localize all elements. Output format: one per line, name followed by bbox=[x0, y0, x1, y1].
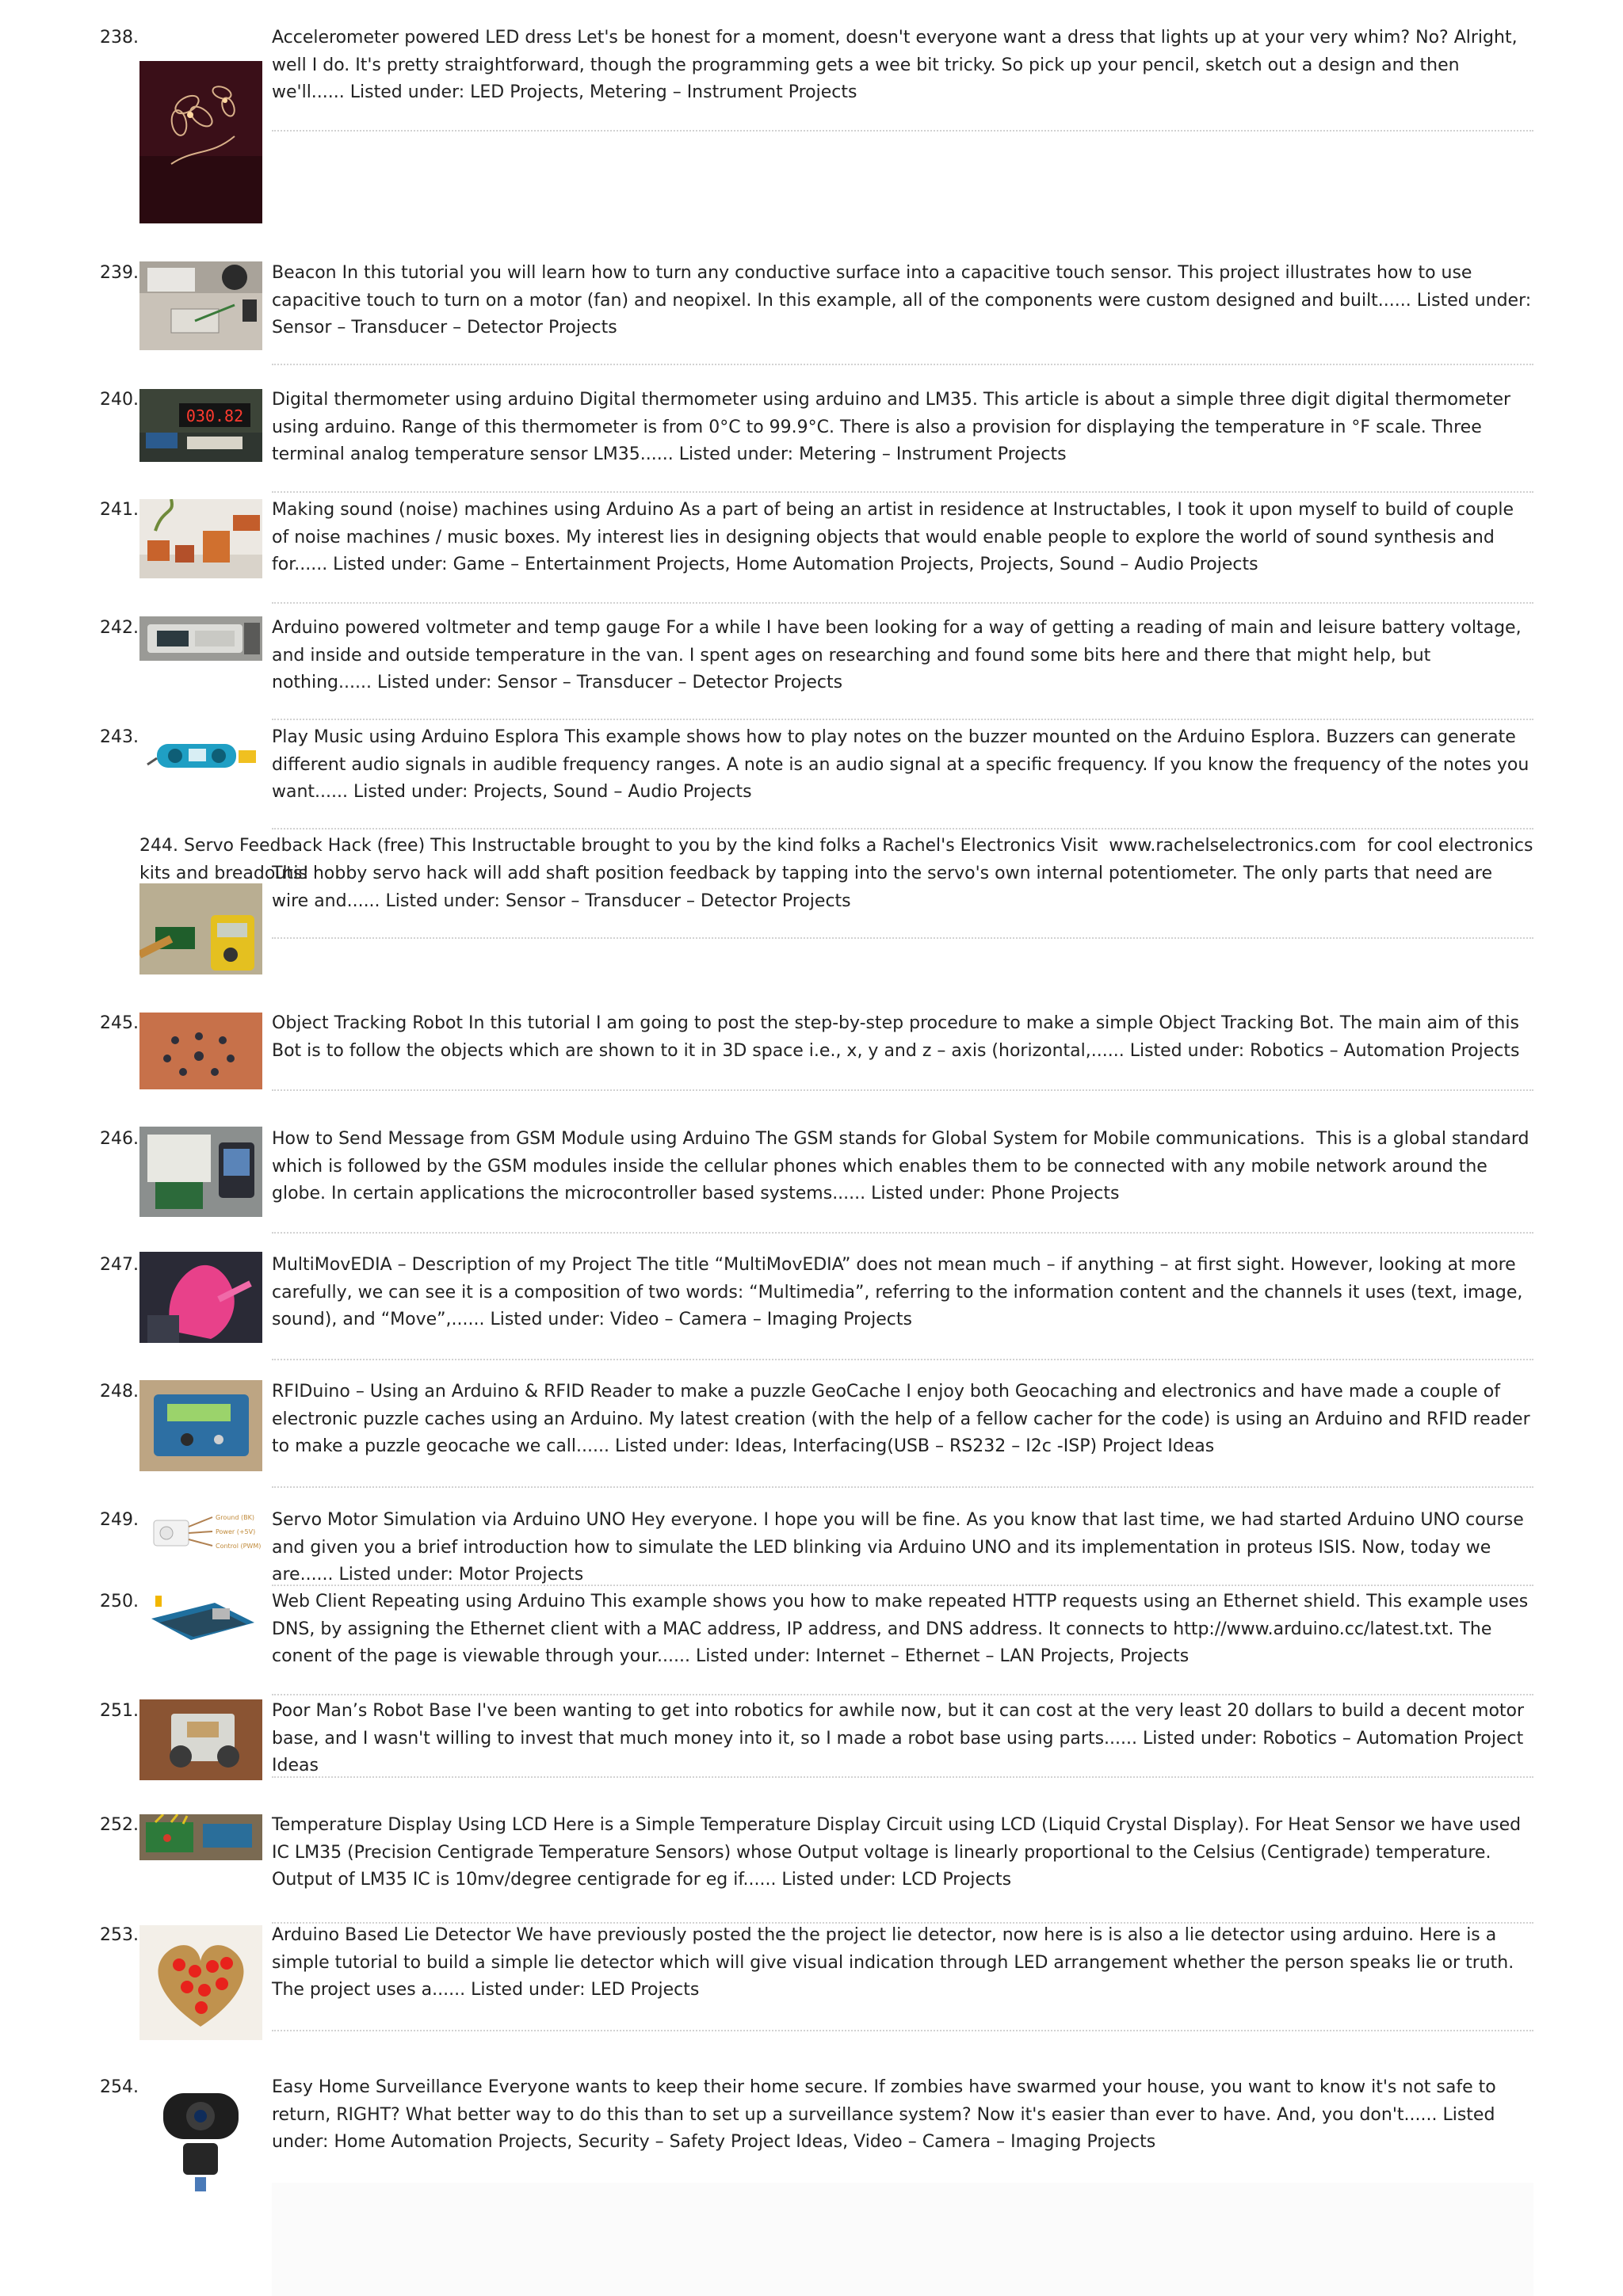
item-number: 250. bbox=[100, 1592, 139, 1611]
item-number: 253. bbox=[100, 1925, 139, 1945]
wire-label: Ground (BK) bbox=[216, 1514, 254, 1521]
separator bbox=[272, 1232, 1533, 1234]
item-number: 249. bbox=[100, 1510, 139, 1530]
item-number: 252. bbox=[100, 1815, 139, 1835]
thumbnail[interactable] bbox=[139, 389, 262, 462]
item-description: Easy Home Surveillance Everyone wants to keep their home secure. If zombies have swarmed your house, you want to know it's not safe to return, RIGHT? What better way to do this than to set up a surveillance system? Now it's easier than ever to have. And, you don't...... Listed under: Home Automation Projects, Security – Safety Project Ideas, Video – Camera – Imaging Projects bbox=[272, 2077, 1496, 2152]
item-number: 243. bbox=[100, 727, 139, 747]
item-description: Poor Man’s Robot Base I've been wanting to get into robotics for awhile now, but it can cost at the very least 20 dollars to build a decent motor base, and I wasn't willing to invest that much money into it, so I made a robot base using parts...... Listed under: Robotics – Automation Project Ideas bbox=[272, 1701, 1525, 1775]
item-description: Digital thermometer using arduino Digital thermometer using arduino and LM35. This article is about a simple three digit digital thermometer using arduino. Range of this thermometer is from 0°C to 99.9°C. There is also a provision for displaying the temperature in °F scale. Three terminal analog temperature sensor LM35...... Listed under: Metering – Instrument Projects bbox=[272, 390, 1511, 464]
item-number: 242. bbox=[100, 618, 139, 638]
thumbnail[interactable] bbox=[139, 499, 262, 578]
item-description: Beacon In this tutorial you will learn how to turn any conductive surface into a capacitive touch sensor. This project illustrates how to use capacitive touch to turn on a motor (fan) and neopixel. In this example, all of the components were custom designed and built...... Listed under: Sensor – Transducer – Detector Projects bbox=[272, 263, 1532, 338]
rfid-box-photo bbox=[139, 1380, 262, 1471]
separator bbox=[272, 1089, 1533, 1091]
item-number: 247. bbox=[100, 1255, 139, 1275]
item-description-lead: Servo Feedback Hack (free) This Instructable brought to you by the kind folks a Rachel's Electronics Visit www.rachelselectronics.com for cool electronics kits and breadouts! bbox=[139, 836, 1533, 883]
thumbnail[interactable] bbox=[139, 1699, 262, 1780]
separator bbox=[272, 1359, 1533, 1360]
item-description: Web Client Repeating using Arduino This example shows you how to make repeated HTTP requests using an Ethernet shield. This example uses DNS, by assigning the Ethernet client with a MAC address, IP address, and DNS address. It connects to http://www.arduino.cc/latest.txt. The conent of the page is viewable through your...... Listed under: Internet – Ethernet – LAN Projects, Projects bbox=[272, 1592, 1529, 1666]
thumbnail[interactable] bbox=[139, 1591, 262, 1654]
gsm-photo bbox=[139, 1127, 262, 1217]
separator bbox=[272, 1486, 1533, 1488]
servo-hack-photo bbox=[139, 883, 262, 974]
thumbnail[interactable] bbox=[139, 1814, 262, 1860]
thumbnail[interactable] bbox=[139, 883, 262, 974]
item-number: 238. bbox=[100, 28, 139, 48]
item-description: How to Send Message from GSM Module using Arduino The GSM stands for Global System for Mobile communications. This is a global standard which is followed by the GSM modules inside the cellular phones which enables them to be connected with any mobile network around the globe. In certain applications the microcontroller based systems...... Listed under: Phone Projects bbox=[272, 1129, 1529, 1203]
thumbnail[interactable] bbox=[139, 61, 262, 223]
thumbnail[interactable] bbox=[139, 616, 262, 661]
separator bbox=[272, 1585, 1533, 1586]
separator bbox=[272, 2030, 1533, 2031]
wire-label: Power (+5V) bbox=[216, 1528, 256, 1535]
thumbnail[interactable] bbox=[139, 1013, 262, 1089]
thumbnail[interactable] bbox=[139, 1380, 262, 1471]
thumbnail[interactable] bbox=[139, 727, 262, 782]
item-number: 244. bbox=[139, 836, 178, 856]
item-number: 245. bbox=[100, 1013, 139, 1033]
noise-machine-photo bbox=[139, 499, 262, 578]
led-heart-photo bbox=[139, 1925, 262, 2040]
webcam-photo bbox=[139, 2076, 262, 2195]
item-description: MultiMovEDIA – Description of my Project The title “MultiMovEDIA” does not mean much – if anything – at first sight. However, looking at more carefully, we can see it is a composition of two words: “Multimedia”, referring to the information content and the channels it uses (text, image, sound), and “Move”,...... Listed under: Video – Camera – Imaging Projects bbox=[272, 1255, 1523, 1329]
item-description: Arduino powered voltmeter and temp gauge For a while I have been looking for a way of getting a reading of main and leisure battery voltage, and inside and outside temperature in the van. I spent ages on researching and found some bits here and there that might help, but nothing...... Listed under: Sensor – Transducer – Detector Projects bbox=[272, 618, 1522, 692]
separator bbox=[272, 130, 1533, 132]
content-background bbox=[272, 2183, 1533, 2296]
separator bbox=[272, 937, 1533, 939]
thumbnail[interactable] bbox=[139, 1925, 262, 2040]
item-number: 248. bbox=[100, 1382, 139, 1402]
thumbnail[interactable] bbox=[139, 1252, 262, 1343]
item-description: RFIDuino – Using an Arduino & RFID Reader to make a puzzle GeoCache I enjoy both Geocaching and electronics and have made a couple of electronic puzzle caches using an Arduino. My latest creation (with the help of a fellow cacher for the code) is using an Arduino and RFID reader to make a puzzle geocache we call...... Listed under: Ideas, Interfacing(USB – RS232 – I2c -ISP) Project Ideas bbox=[272, 1382, 1530, 1456]
wire-label: Control (PWM) bbox=[216, 1543, 262, 1550]
item-number: 240. bbox=[100, 390, 139, 410]
thumbnail[interactable] bbox=[139, 2076, 262, 2195]
lcd-readout: 030.82 bbox=[185, 406, 244, 425]
item-description: Accelerometer powered LED dress Let's be honest for a moment, doesn't everyone want a dress that lights up at your very whim? No? Alright, well I do. It's pretty straightforward, though the programming gets a wee bit tricky. So pick up your pencil, sketch out a design and then we'll...... Listed under: LED Projects, Metering – Instrument Projects bbox=[272, 28, 1518, 102]
voltmeter-photo bbox=[139, 616, 262, 661]
glove-photo bbox=[139, 1252, 262, 1343]
item-description: Object Tracking Robot In this tutorial I am going to post the step-by-step procedure to make a simple Object Tracking Bot. The main aim of this Bot is to follow the objects which are shown to it in 3D space i.e., x, y and z – axis (horizontal,...... Listed under: Robotics – Automation Projects bbox=[272, 1013, 1520, 1061]
item-number: 251. bbox=[100, 1701, 139, 1721]
item-description: Servo Motor Simulation via Arduino UNO Hey everyone. I hope you will be fine. As you know that last time, we had started Arduino UNO course and given you a brief introduction how to simulate the LED blinking via Arduino UNO and its implementation in proteus ISIS. Now, today we are...... Listed under: Motor Projects bbox=[272, 1510, 1524, 1585]
item-description: Temperature Display Using LCD Here is a Simple Temperature Display Circuit using LCD (Liquid Crystal Display). For Heat Sensor we have used IC LM35 (Precision Centigrade Temperature Sensors) whose Output voltage is linearly proportional to the Celsius (Centigrade) temperature. Output of LM35 IC is 10mv/degree centigrade for eg if...... Listed under: LCD Projects bbox=[272, 1815, 1522, 1890]
separator bbox=[272, 828, 1533, 830]
item-description: Arduino Based Lie Detector We have previously posted the the project lie detector, now here is is also a lie detector using arduino. Here is a simple tutorial to build a simple lie detector which will give visual indication through LED arrangement whether the person speaks lie or truth. The project uses a...... Listed under: LED Projects bbox=[272, 1925, 1514, 2000]
separator bbox=[272, 1694, 1533, 1695]
thumbnail[interactable] bbox=[139, 1127, 262, 1217]
lcd-circuit-photo bbox=[139, 1814, 262, 1860]
separator bbox=[272, 364, 1533, 365]
beacon-photo bbox=[139, 261, 262, 350]
item-description: This hobby servo hack will add shaft position feedback by tapping into the servo's own internal potentiometer. The only parts that need are wire and...... Listed under: Sensor – Transducer – Detector Projects bbox=[272, 864, 1493, 911]
item-number: 239. bbox=[100, 263, 139, 283]
ethernet-shield-photo bbox=[139, 1591, 262, 1654]
separator bbox=[272, 491, 1533, 493]
thermometer-photo bbox=[139, 389, 262, 462]
separator bbox=[272, 602, 1533, 604]
item-number: 246. bbox=[100, 1129, 139, 1149]
separator bbox=[272, 719, 1533, 720]
led-dress-photo bbox=[139, 61, 262, 223]
thumbnail[interactable] bbox=[139, 261, 262, 350]
item-number: 241. bbox=[100, 500, 139, 520]
item-number: 254. bbox=[100, 2077, 139, 2097]
thumbnail[interactable] bbox=[139, 1508, 262, 1555]
esplora-photo bbox=[139, 727, 262, 782]
item-description: Making sound (noise) machines using Arduino As a part of being an artist in residence at Instructables, I took it upon myself to build of couple of noise machines / music boxes. My interest lies in designing objects that would enable people to explore the world of sound synthesis and for...... Listed under: Game – Entertainment Projects, Home Automation Projects, Projects, Sound – Audio Projects bbox=[272, 500, 1514, 574]
servo-diagram bbox=[139, 1508, 262, 1555]
robot-base-photo bbox=[139, 1699, 262, 1780]
item-description: Play Music using Arduino Esplora This example shows how to play notes on the buzzer mounted on the Arduino Esplora. Buzzers can generate different audio signals in audible frequency ranges. A note is an audio signal at a specific frequency. If you know the frequency of the notes you want...... Listed under: Projects, Sound – Audio Projects bbox=[272, 727, 1529, 802]
separator bbox=[272, 1776, 1533, 1778]
tracking-robot-photo bbox=[139, 1013, 262, 1089]
